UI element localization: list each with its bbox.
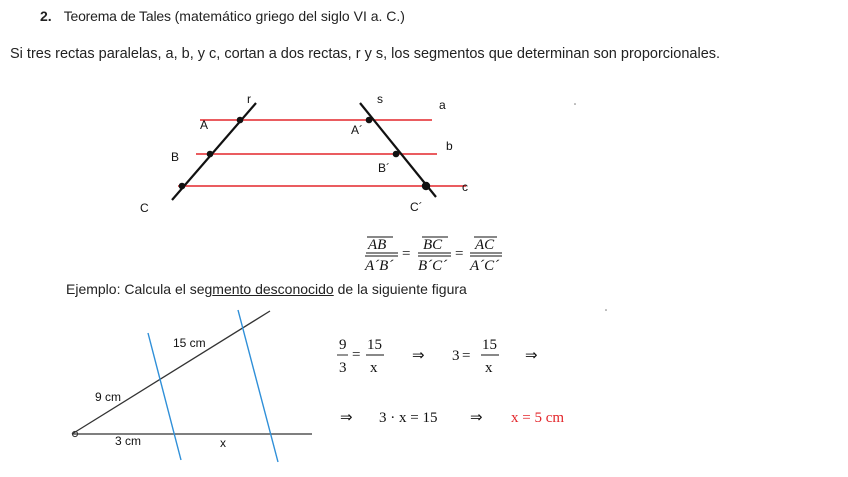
thales-figure xyxy=(140,92,468,215)
result: x = 5 cm xyxy=(511,410,565,426)
label-b: b xyxy=(446,139,453,153)
label-s: s xyxy=(377,92,383,106)
label-3cm: 3 cm xyxy=(115,434,142,448)
point-A xyxy=(237,117,244,124)
frac1-den: 3 xyxy=(339,360,347,376)
ratio3-den: A´C´ xyxy=(470,258,500,274)
point-B-prime xyxy=(393,151,400,158)
section-title: Teorema de Tales xyxy=(63,8,171,24)
ratio1-num: AB xyxy=(368,237,387,253)
solution xyxy=(337,337,564,426)
point-A-prime xyxy=(366,117,373,124)
theorem-statement: Si tres rectas paralelas, a, b, y c, cortan a dos rectas, r y s, los segmentos que determinan son proporcionales. xyxy=(10,46,721,62)
ratio1-den: A´B´ xyxy=(365,258,394,274)
point-C xyxy=(179,183,186,190)
frac1-num: 9 xyxy=(339,337,347,353)
label-9cm: 9 cm xyxy=(95,390,122,404)
eq1: = xyxy=(402,246,411,262)
label-r: r xyxy=(247,92,251,106)
implies-3: ⇒ xyxy=(340,410,353,426)
frac2-den: x xyxy=(370,360,378,376)
implies-1: ⇒ xyxy=(412,348,425,364)
example-suffix: de la siguiente figura xyxy=(333,281,467,297)
eq-b: = xyxy=(462,348,471,364)
ratio3-num: AC xyxy=(475,237,495,253)
eq-a: = xyxy=(352,347,361,363)
label-A-prime: A´ xyxy=(351,123,363,137)
frac3-num: 15 xyxy=(482,337,497,353)
label-B: B xyxy=(171,150,180,164)
example-prefix: Ejemplo: Calcula el seg xyxy=(66,281,213,297)
section-number: 2. xyxy=(40,8,52,24)
label-C: C xyxy=(140,201,149,215)
label-x: x xyxy=(220,436,226,450)
frac3-den: x xyxy=(485,360,493,376)
implies-4: ⇒ xyxy=(470,410,483,426)
eq2: = xyxy=(455,246,464,262)
example-figure xyxy=(72,310,312,462)
implies-2: ⇒ xyxy=(525,348,538,364)
frac2-num: 15 xyxy=(367,337,382,353)
three: 3 xyxy=(452,348,460,364)
label-C-prime: C´ xyxy=(410,200,423,214)
example-underlined: mento desconocido xyxy=(212,281,334,297)
label-A: A xyxy=(200,118,209,132)
ratio2-den: B´C´ xyxy=(418,258,448,274)
point-B xyxy=(207,151,214,158)
parallel-line-1 xyxy=(148,333,181,460)
equation-line2: 3 · x = 15 xyxy=(379,410,438,426)
parallel-line-2 xyxy=(238,310,278,462)
point-C-prime xyxy=(422,182,430,190)
section-subtitle: (matemático griego del siglo VI a. C.) xyxy=(174,8,405,24)
label-15cm: 15 cm xyxy=(173,336,206,350)
label-B-prime: B´ xyxy=(378,161,390,175)
slanted-line xyxy=(72,311,270,434)
label-c: c xyxy=(462,180,468,194)
label-a: a xyxy=(439,98,446,112)
ratio2-num: BC xyxy=(423,237,443,253)
proportion-formula xyxy=(364,237,502,274)
